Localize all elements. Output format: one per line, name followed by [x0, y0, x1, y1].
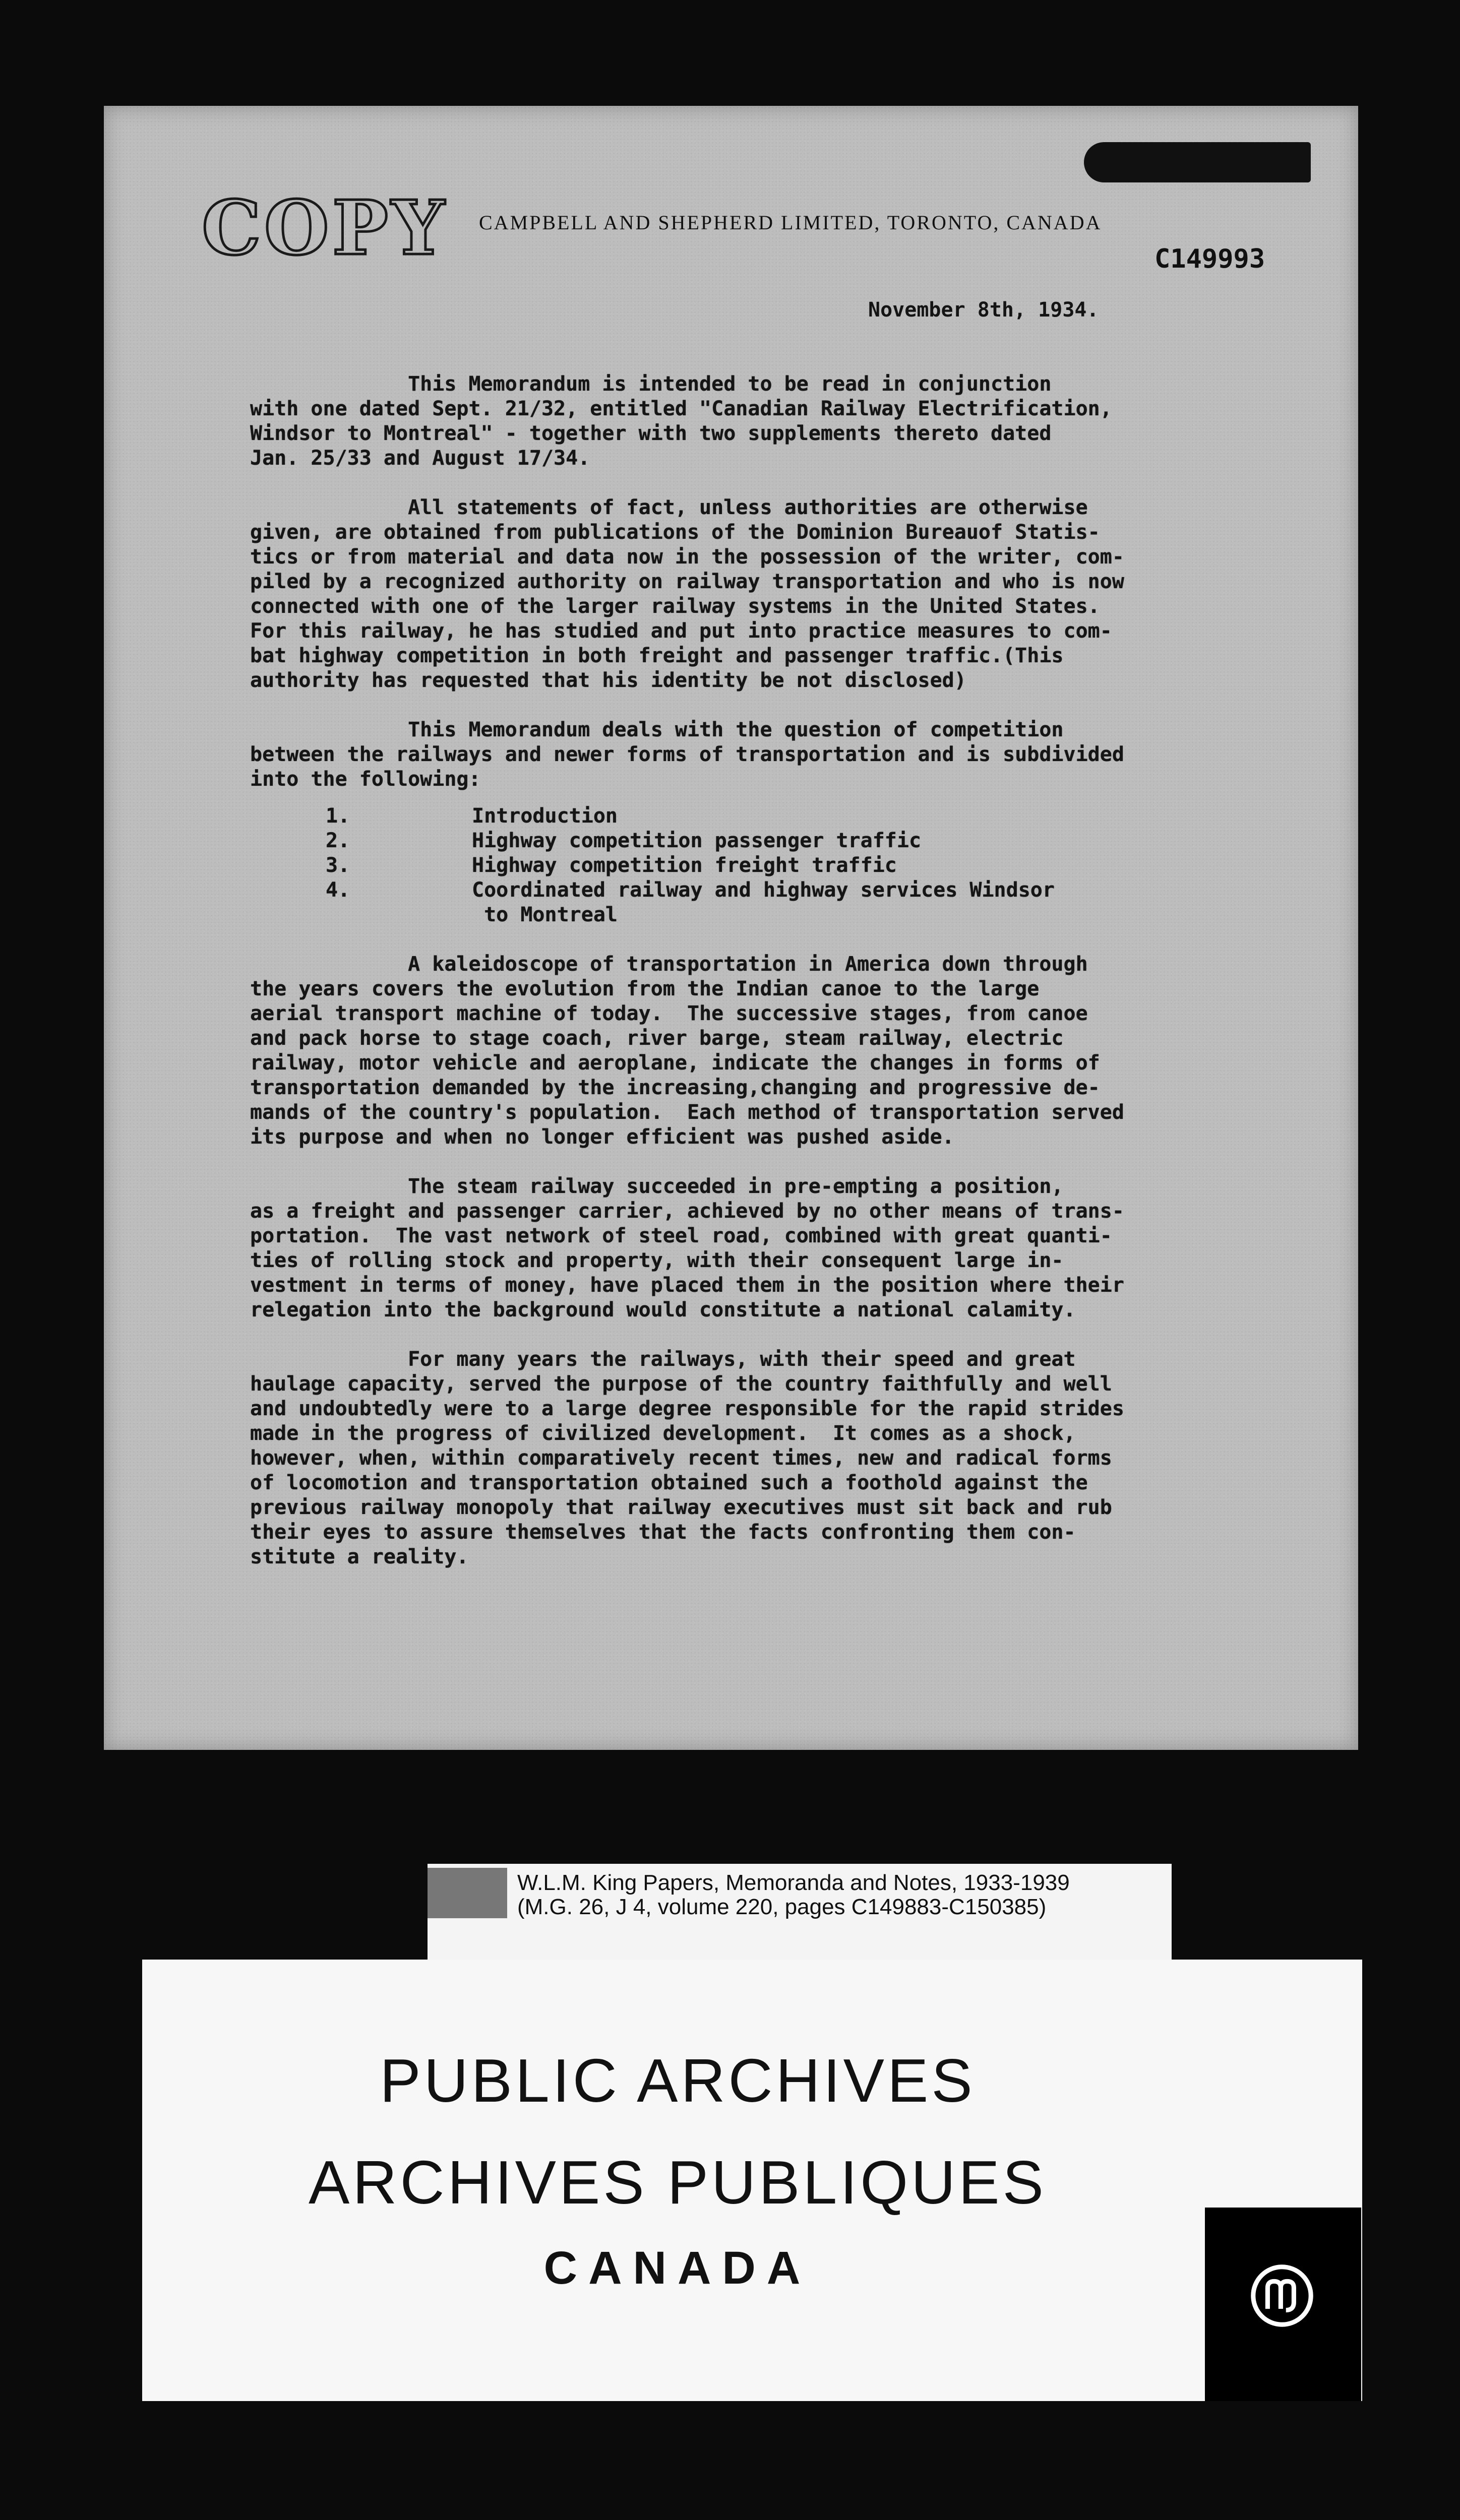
archives-logo-icon: [1249, 2263, 1315, 2328]
archives-title-fr: ARCHIVES PUBLIQUES: [309, 2148, 1047, 2217]
list-text: Highway competition passenger traffic: [472, 829, 922, 852]
archives-card: [142, 1960, 1362, 2401]
archives-country: CANADA: [543, 2242, 812, 2294]
reference-slip: [428, 1864, 1172, 1965]
reference-line: W.L.M. King Papers, Memoranda and Notes, 1933-1939: [517, 1870, 1070, 1895]
page-number: C149993: [1154, 244, 1265, 274]
list-item: [250, 853, 1327, 878]
list-item: [250, 829, 1327, 853]
list-item: [250, 878, 1327, 927]
list-number: 1.: [326, 804, 350, 828]
list-text: Introduction: [472, 804, 618, 828]
list-text: Coordinated railway and highway services Windsor to Montreal: [472, 878, 1055, 926]
list-item: [250, 804, 1327, 829]
paragraph: For many years the railways, with their speed and great haulage capacity, served the purpose of the country faithfully and well and undoubtedly were to a large degree responsible for the rapid strides made in the progress of civilized development. It comes as a shock, however, when, within comparatively recent times, new and radical forms of locomotion and transportation obtained such a foothold against the previous railway monopoly that railway executives must sit back and rub their eyes to assure themselves that the facts confronting them con- stitute a reality.: [250, 1348, 1124, 1568]
memo-date: November 8th, 1934.: [868, 298, 1099, 322]
logo-tab: [1205, 2208, 1361, 2401]
redaction-mark: [1084, 142, 1311, 182]
subdivision-list: [250, 804, 1327, 927]
paragraph: This Memorandum deals with the question of competition between the railways and newer forms of transportation and is subdivided into the following:: [250, 718, 1124, 791]
list-number: 3.: [326, 854, 350, 877]
copy-stamp: COPY: [202, 184, 448, 272]
paragraph: The steam railway succeeded in pre-empting a position, as a freight and passenger carrier, achieved by no other means of trans- portation. The vast network of steel road, combined with great quanti- ties of rolling stock and property, with their consequent large in- vestment in terms of money, have placed them in the position where their relegation into the background would constitute a national calamity.: [250, 1175, 1124, 1321]
paragraph: A kaleidoscope of transportation in America down through the years covers the evolution from the Indian canoe to the large aerial transport machine of today. The successive stages, from canoe and pack horse to stage coach, river barge, steam railway, electric railway, motor vehicle and aeroplane, indicate the changes in forms of transportation demanded by the increasing,changing and progressive de- mands of the country's population. Each method of transportation served its purpose and when no longer efficient was pushed aside.: [250, 953, 1124, 1149]
archives-title-en: PUBLIC ARCHIVES: [380, 2046, 976, 2115]
paragraph: This Memorandum is intended to be read in conjunction with one dated Sept. 21/32, entitled "Canadian Railway Electrification, Windsor to Montreal" - together with two supplements thereto dated Jan. 25/33 and August 17/34.: [250, 372, 1112, 470]
slip-redaction: [428, 1868, 507, 1918]
reference-line: (M.G. 26, J 4, volume 220, pages C149883-C150385): [517, 1895, 1047, 1919]
list-number: 2.: [326, 829, 350, 852]
list-number: 4.: [326, 878, 350, 902]
letterhead: CAMPBELL AND SHEPHERD LIMITED, TORONTO, CANADA: [479, 211, 1102, 234]
paragraph: All statements of fact, unless authorities are otherwise given, are obtained from publications of the Dominion Bureauof Statis- tics or from material and data now in the possession of the writer, com- piled by a recognized authority on railway transportation and who is now connected with one of the larger railway systems in the United States. For this railway, he has studied and put into practice measures to com- bat highway competition in both freight and passenger traffic.(This authority has requested that his identity be not disclosed): [250, 496, 1124, 692]
list-text: Highway competition freight traffic: [472, 854, 897, 877]
memo-body: [250, 372, 1327, 1594]
